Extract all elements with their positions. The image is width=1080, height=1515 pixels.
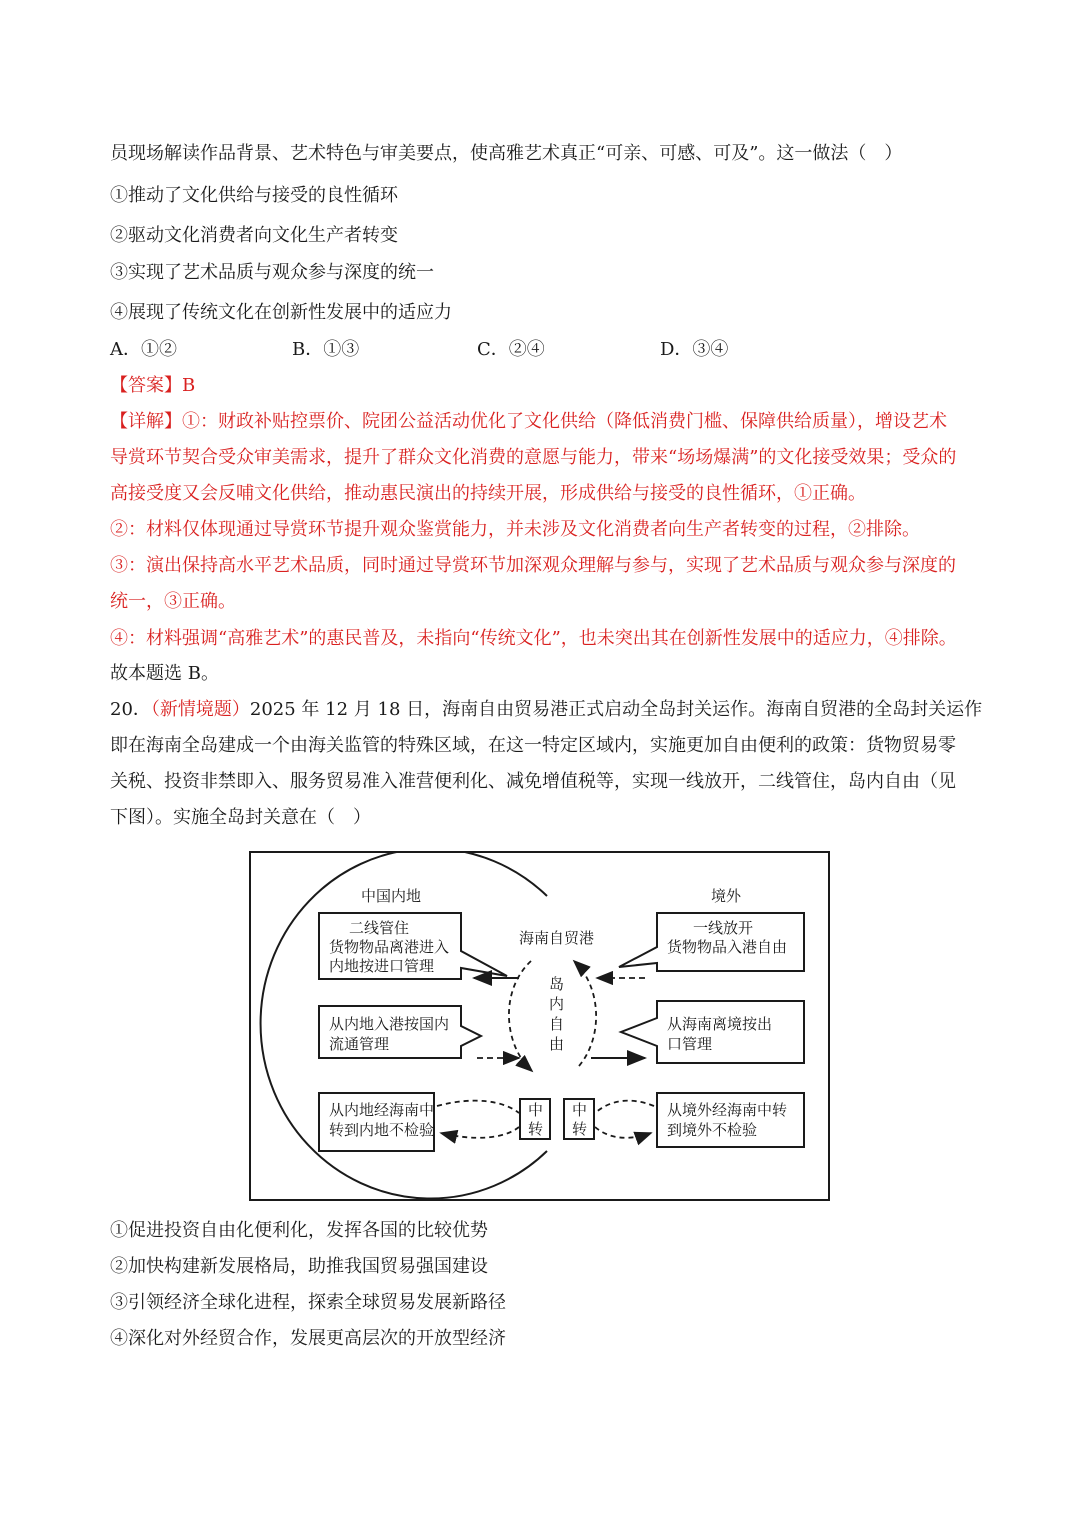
q19-option-c: C．②④ xyxy=(477,339,545,360)
callout-text: 从内地经海南中 xyxy=(329,1101,435,1119)
q19-analysis-line: 统一，③正确。 xyxy=(110,591,236,612)
q20-tag: （新情境题） xyxy=(150,699,250,720)
q19-option-a: A．①② xyxy=(110,339,177,360)
q19-item-3: ③实现了艺术品质与观众参与深度的统一 xyxy=(110,262,434,283)
port-label: 海南自贸港 xyxy=(519,929,595,947)
q19-analysis-line: 高接受度又会反哺文化供给，推动惠民演出的持续开展，形成供给与接受的良性循环，①正确。 xyxy=(110,483,866,504)
q19-conclusion: 故本题选 B。 xyxy=(110,663,219,684)
q20-stem-line: 下图）。实施全岛封关意在（ ） xyxy=(110,807,371,828)
q20-item-3: ③引领经济全球化进程，探索全球贸易发展新路径 xyxy=(110,1292,506,1313)
q19-analysis-line: ②：材料仅体现通过导赏环节提升观众鉴赏能力，并未涉及文化消费者向生产者转变的过程，②排除。 xyxy=(110,519,920,540)
q20-item-2: ②加快构建新发展格局，助推我国贸易强国建设 xyxy=(110,1256,488,1277)
q19-option-d: D．③④ xyxy=(660,339,729,360)
island-free-dashed-loop xyxy=(574,961,596,1066)
q19-analysis-line: ③：演出保持高水平艺术品质，同时通过导赏环节加深观众理解与参与，实现了艺术品质与观众参与深度的 xyxy=(110,555,956,576)
q19-item-4: ④展现了传统文化在创新性发展中的适应力 xyxy=(110,302,452,323)
transfer-label: 中 xyxy=(572,1101,588,1119)
callout-text: 从海南离境按出 xyxy=(667,1015,773,1033)
q20-number: 20． xyxy=(110,699,151,720)
q20-item-1: ①促进投资自由化便利化，发挥各国的比较优势 xyxy=(110,1220,488,1241)
overseas-transfer-dashed-loop xyxy=(595,1127,651,1138)
callout-text: 二线管住 xyxy=(349,919,410,937)
island-free-label: 岛 xyxy=(549,975,565,993)
q19-analysis-line: 导赏环节契合受众审美需求，提升了群众文化消费的意愿与能力，带来“场场爆满”的文化接受效果；受众的 xyxy=(110,447,957,468)
q19-item-1: ①推动了文化供给与接受的良性循环 xyxy=(110,185,398,206)
island-free-label: 自 xyxy=(549,1015,565,1033)
overseas-transfer-dashed-loop xyxy=(595,1101,654,1113)
callout-text: 从内地入港按国内 xyxy=(329,1015,450,1033)
q19-item-2: ②驱动文化消费者向文化生产者转变 xyxy=(110,225,398,246)
customs-closure-diagram xyxy=(249,851,830,1201)
q20-stem-line1 xyxy=(110,698,982,722)
q20-item-4: ④深化对外经贸合作，发展更高层次的开放型经济 xyxy=(110,1328,506,1349)
callout-text: 货物物品离港进入 xyxy=(329,938,450,956)
q20-stem-line: 即在海南全岛建成一个由海关监管的特殊区域，在这一特定区域内，实施更加自由便利的政策：货物贸易零 xyxy=(110,735,956,756)
transfer-label: 转 xyxy=(572,1120,588,1138)
island-free-label: 由 xyxy=(549,1035,565,1053)
q19-analysis-line: 【详解】①：财政补贴控票价、院团公益活动优化了文化供给（降低消费门槛、保障供给质量），增设艺术 xyxy=(110,411,947,432)
callout-text: 一线放开 xyxy=(693,919,754,937)
callout-text: 货物物品入港自由 xyxy=(667,938,788,956)
q20-stem-text: 2025 年 12 月 18 日，海南自由贸易港正式启动全岛封关运作。海南自贸港的全岛封关运作 xyxy=(249,699,983,720)
callout-text: 到境外不检验 xyxy=(667,1121,758,1139)
callout-text: 内地按进口管理 xyxy=(329,957,435,975)
mainland-transfer-dashed-loop xyxy=(441,1127,519,1138)
mainland-label: 中国内地 xyxy=(361,887,422,905)
mainland-transfer-dashed-loop xyxy=(437,1101,519,1113)
q19-analysis-line: ④：材料强调“高雅艺术”的惠民普及，未指向“传统文化”，也未突出其在创新性发展中的适应力，④排除。 xyxy=(110,628,957,649)
callout-text: 流通管理 xyxy=(329,1035,390,1053)
q20-stem-line: 关税、投资非禁即入、服务贸易准入准营便利化、减免增值税等，实现一线放开，二线管住，岛内自由（见 xyxy=(110,771,956,792)
overseas-label: 境外 xyxy=(711,887,742,905)
callout-text: 从境外经海南中转 xyxy=(667,1101,788,1119)
island-free-label: 内 xyxy=(549,995,565,1013)
transfer-label: 中 xyxy=(528,1101,544,1119)
transfer-label: 转 xyxy=(528,1120,544,1138)
callout-text: 转到内地不检验 xyxy=(329,1121,435,1139)
q19-stem: 员现场解读作品背景、艺术特色与审美要点，使高雅艺术真正“可亲、可感、可及”。这一做法（ ） xyxy=(110,143,903,164)
q19-option-b: B．①③ xyxy=(292,339,360,360)
callout-text: 口管理 xyxy=(667,1035,713,1053)
q19-answer: 【答案】B xyxy=(110,375,196,396)
